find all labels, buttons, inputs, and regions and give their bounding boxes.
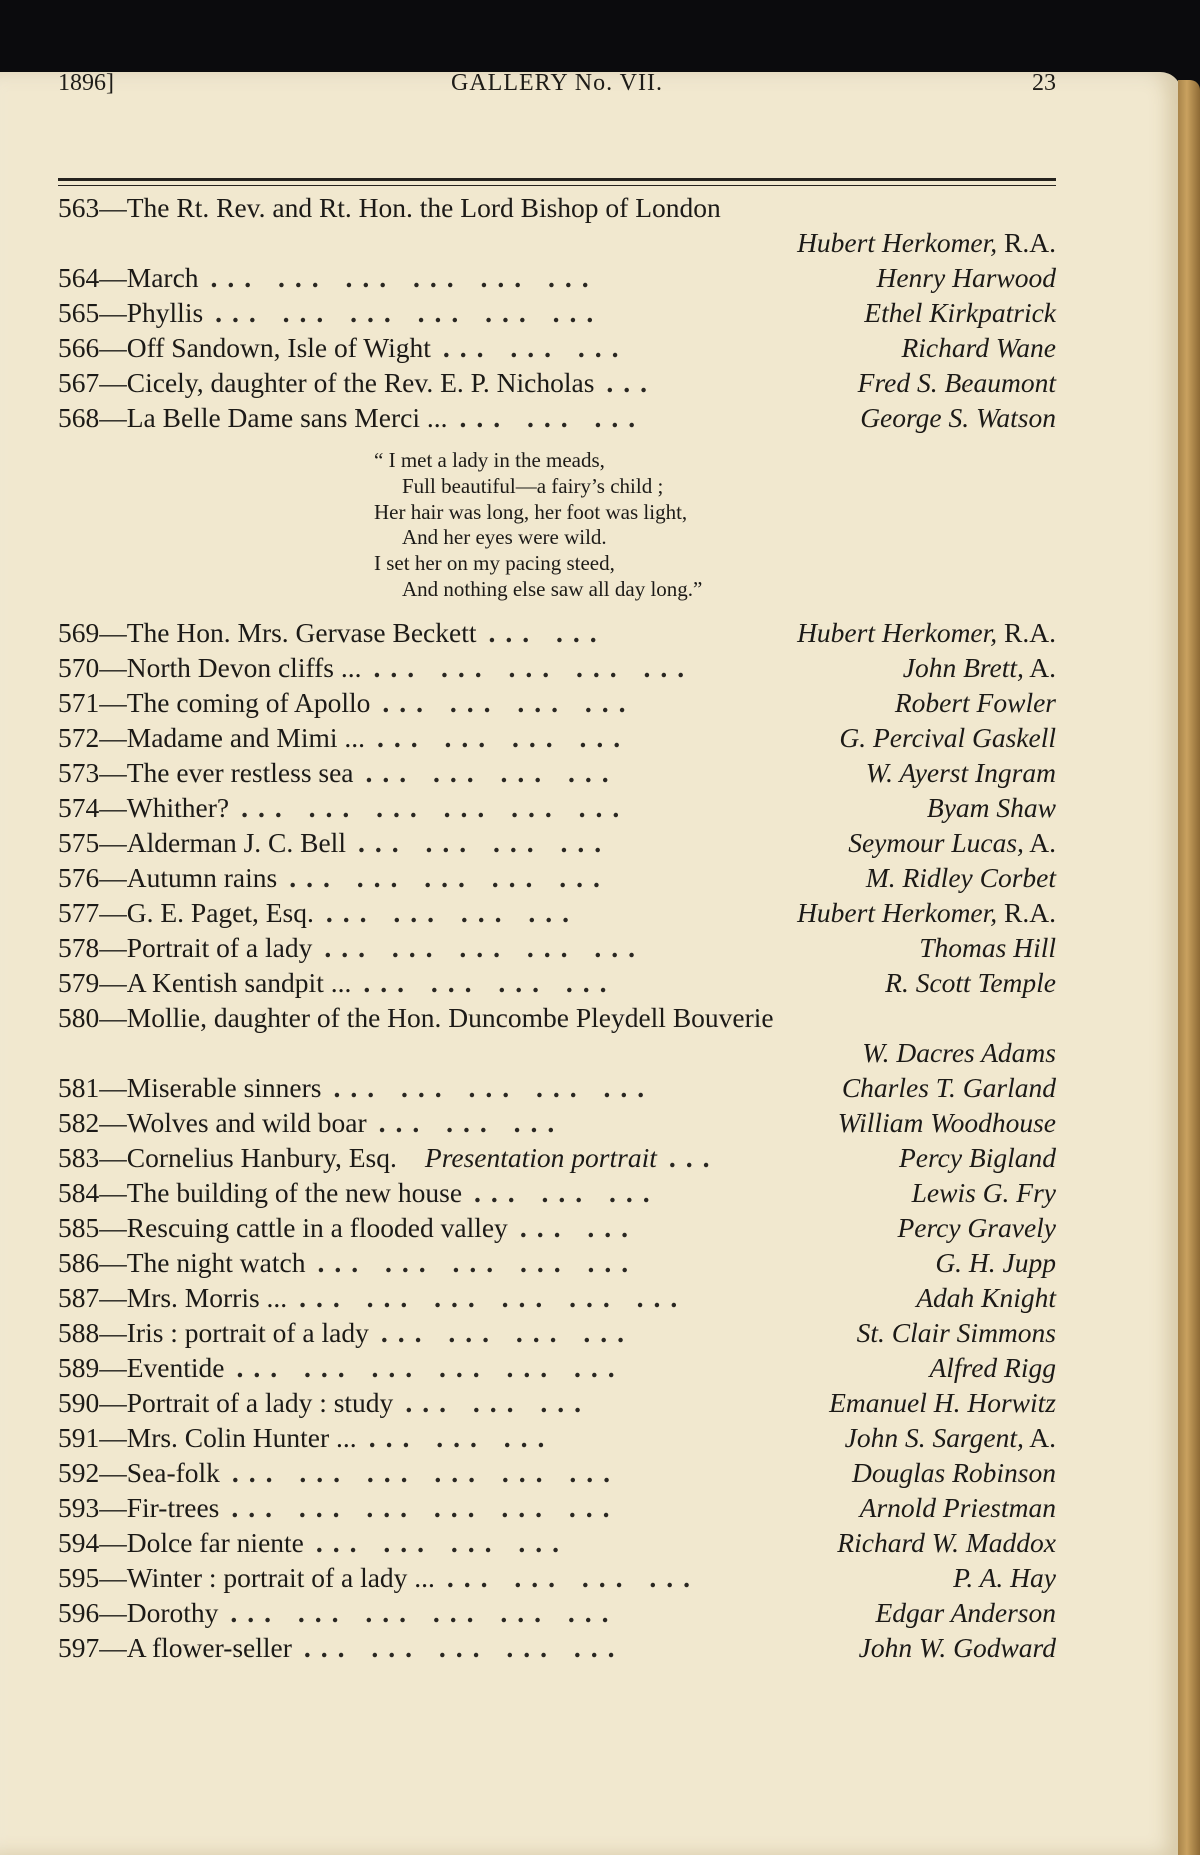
entry-artist [851, 1630, 1056, 1665]
catalogue-entry [58, 825, 1056, 860]
artist-name: Hubert Herkomer, [797, 617, 998, 648]
artist-name: Hubert Herkomer, [797, 897, 998, 928]
leader-dots: ... ... ... ... [363, 967, 617, 998]
artist-name: John Brett, [902, 652, 1024, 683]
entry-title-text: —Off Sandown, Isle of Wight [99, 332, 431, 363]
catalogue-entries-bottom [58, 615, 1056, 1665]
header-rule-thick [58, 178, 1056, 181]
entry-artist [921, 1350, 1056, 1385]
entry-title [99, 685, 370, 720]
leader-dots: ... ... ... ... ... [289, 862, 610, 893]
entry-artist [887, 685, 1056, 720]
entry-number: 569 [58, 617, 100, 648]
artist-name: Thomas Hill [919, 932, 1056, 963]
leader-dots: ... ... ... ... ... [333, 1072, 655, 1103]
catalogue-entry [58, 615, 1056, 650]
entry-title-text: —March [99, 262, 199, 293]
entry-artist [829, 1525, 1056, 1560]
entry-artist [856, 295, 1056, 330]
entry-title-text: —The Rt. Rev. and Rt. Hon. the Lord Bishop of London [99, 192, 721, 223]
entry-title [99, 790, 229, 825]
entry-number: 577 [58, 897, 100, 928]
catalogue-entry [58, 860, 1056, 895]
entry-artist [840, 825, 1056, 860]
entry-title-text: —Wolves and wild boar [99, 1107, 367, 1138]
entry-title-text: —The coming of Apollo [99, 687, 371, 718]
entry-number: 564 [58, 262, 100, 293]
entry-title-text: —The night watch [99, 1247, 306, 1278]
entry-title [99, 1210, 508, 1245]
entry-number: 568 [58, 402, 100, 433]
entry-title-text: —Winter : portrait of a lady ... [99, 1562, 435, 1593]
entry-title [99, 1070, 321, 1105]
leader-dots: ... ... ... ... [446, 1562, 701, 1593]
entry-number: 572 [58, 722, 100, 753]
artist-name: Ethel Kirkpatrick [864, 297, 1056, 328]
catalogue-entry [58, 1595, 1056, 1630]
entry-title [99, 190, 721, 225]
artist-name: Byam Shaw [926, 792, 1056, 823]
leader-dots: ... [668, 1142, 720, 1173]
catalogue-entry [58, 790, 1056, 825]
leader-dots: ... ... ... ... [357, 827, 612, 858]
artist-name: Richard Wane [901, 332, 1056, 363]
artist-name: Alfred Rigg [929, 1352, 1056, 1383]
catalogue-entry [58, 260, 1056, 295]
entry-artist [889, 1210, 1056, 1245]
entry-number: 584 [58, 1177, 100, 1208]
artist-name: Hubert Herkomer, [797, 227, 998, 258]
entry-artist [877, 965, 1056, 1000]
entry-title [99, 1175, 462, 1210]
entry-title [99, 1455, 220, 1490]
entry-number: 570 [58, 652, 100, 683]
leader-dots: ... ... ... ... [377, 722, 631, 753]
catalogue-entry [58, 1070, 1056, 1105]
entry-title-text: —Phyllis [99, 297, 204, 328]
artist-name: P. A. Hay [953, 1562, 1056, 1593]
entry-number: 595 [58, 1562, 100, 1593]
leader-dots: ... ... ... ... ... ... [230, 1597, 619, 1628]
artist-name: Lewis G. Fry [911, 1177, 1056, 1208]
entry-artist [919, 790, 1056, 825]
catalogue-entry [58, 895, 1056, 930]
entry-title-text: —The Hon. Mrs. Gervase Beckett [99, 617, 477, 648]
catalogue-entry [58, 1560, 1056, 1595]
entry-artist [858, 755, 1056, 790]
header-year: 1896] [58, 70, 114, 96]
leader-dots: ... ... ... [442, 332, 629, 363]
catalogue-entries-top [58, 190, 1056, 435]
artist-name: Adah Knight [916, 1282, 1056, 1313]
entry-number: 586 [58, 1247, 100, 1278]
catalogue-entry [58, 1350, 1056, 1385]
entry-title [99, 365, 594, 400]
entry-title-text: —A flower-seller [99, 1632, 292, 1663]
entry-title-text: —Cornelius Hanbury, Esq. [99, 1142, 397, 1173]
entry-number: 590 [58, 1387, 100, 1418]
entry-title-text: —Alderman J. C. Bell [99, 827, 346, 858]
entry-title [99, 1000, 773, 1035]
catalogue-entry [58, 1210, 1056, 1245]
entry-title-text: —Autumn rains [99, 862, 278, 893]
entry-title-text: —La Belle Dame sans Merci ... [99, 402, 448, 433]
entry-title [99, 1560, 435, 1595]
leader-dots: ... ... ... [474, 1177, 660, 1208]
leader-dots: ... ... ... ... [380, 1317, 634, 1348]
catalogue-entry [58, 1105, 1056, 1140]
entry-number: 592 [58, 1457, 100, 1488]
entry-title [99, 895, 314, 930]
entry-title [99, 965, 351, 1000]
catalogue-entry [58, 720, 1056, 755]
artist-name: Fred S. Beaumont [857, 367, 1056, 398]
artist-name: St. Clair Simmons [856, 1317, 1056, 1348]
entry-artist [852, 1490, 1056, 1525]
catalogue-entry [58, 330, 1056, 365]
entry-title-text: —Madame and Mimi ... [99, 722, 366, 753]
entry-artist [854, 1035, 1056, 1070]
entry-title [99, 260, 198, 295]
entry-artist [830, 1105, 1056, 1140]
entry-artist [895, 650, 1056, 685]
poem-line: I set her on my pacing steed, [374, 551, 615, 576]
catalogue-entry [58, 365, 1056, 400]
artist-name: Percy Gravely [897, 1212, 1056, 1243]
catalogue-entry [58, 1525, 1056, 1560]
entry-title-text: —Dorothy [99, 1597, 219, 1628]
entry-artist [858, 860, 1056, 895]
entry-number: 589 [58, 1352, 100, 1383]
poem-line: Full beautiful—a fairy’s child ; [402, 473, 664, 498]
entry-title [99, 825, 346, 860]
entry-number: 591 [58, 1422, 100, 1453]
entry-title-text: —Eventide [99, 1352, 225, 1383]
leader-dots: ... ... ... ... ... [373, 652, 695, 683]
entry-number: 581 [58, 1072, 100, 1103]
artist-name: W. Ayerst Ingram [865, 757, 1056, 788]
artist-name: Arnold Priestman [859, 1492, 1056, 1523]
entry-number: 565 [58, 297, 100, 328]
entry-number: 588 [58, 1317, 100, 1348]
entry-artist [850, 365, 1056, 400]
catalogue-entry [58, 1280, 1056, 1315]
artist-name: George S. Watson [860, 402, 1056, 433]
entry-artist [844, 1455, 1056, 1490]
artist-name: Charles T. Garland [841, 1072, 1056, 1103]
entry-number: 593 [58, 1492, 100, 1523]
leader-dots: ... ... ... [405, 1387, 591, 1418]
entry-title [99, 1245, 305, 1280]
entry-artist [831, 720, 1056, 755]
catalogue-entry [58, 1385, 1056, 1420]
leader-dots: ... ... ... ... ... ... [231, 1457, 621, 1488]
entry-title [99, 1525, 304, 1560]
entry-title [99, 1490, 219, 1525]
entry-title [99, 330, 431, 365]
entry-number: 566 [58, 332, 100, 363]
entry-title-text: —Mollie, daughter of the Hon. Duncombe Pleydell Bouverie [99, 1002, 774, 1033]
entry-number: 594 [58, 1527, 100, 1558]
artist-suffix: R.A. [997, 617, 1056, 648]
catalogue-entry [58, 930, 1056, 965]
entry-number: 571 [58, 687, 100, 718]
leader-dots: ... ... ... ... [382, 687, 636, 718]
entry-artist [837, 1420, 1056, 1455]
poem-line: Her hair was long, her foot was light, [374, 499, 688, 524]
catalogue-entry [58, 1455, 1056, 1490]
entry-title-text: —Portrait of a lady [99, 932, 313, 963]
entry-number: 578 [58, 932, 100, 963]
entry-artist [927, 1245, 1056, 1280]
entry-title-text: —The building of the new house [99, 1177, 463, 1208]
entry-artist [904, 1175, 1056, 1210]
entry-title-text: —G. E. Paget, Esq. [99, 897, 314, 928]
entry-title-text: —Mrs. Morris ... [99, 1282, 288, 1313]
leader-dots: ... ... ... [459, 402, 646, 433]
entry-artist [789, 225, 1056, 260]
entry-title [99, 1140, 657, 1175]
entry-number: 583 [58, 1142, 100, 1173]
catalogue-entry [58, 1175, 1056, 1210]
page-number: 23 [1032, 70, 1056, 96]
leader-dots: ... ... ... ... ... ... [241, 792, 630, 823]
entry-artist [849, 1315, 1056, 1350]
leader-dots: ... ... ... ... ... ... [210, 262, 599, 293]
entry-title-text: —North Devon cliffs ... [99, 652, 362, 683]
catalogue-entry [58, 650, 1056, 685]
artist-name: John S. Sargent, [844, 1422, 1024, 1453]
entry-artist [789, 615, 1056, 650]
artist-name: Seymour Lucas, [848, 827, 1024, 858]
catalogue-entry [58, 295, 1056, 330]
artist-name: Edgar Anderson [875, 1597, 1056, 1628]
entry-title [99, 1105, 366, 1140]
poem-line: And nothing else saw all day long.” [402, 576, 703, 601]
leader-dots: ... ... ... ... [315, 1527, 570, 1558]
leader-dots: ... ... ... ... [325, 897, 580, 928]
artist-name: Richard W. Maddox [837, 1527, 1056, 1558]
header-title: GALLERY No. VII. [451, 70, 663, 96]
entry-artist [852, 400, 1056, 435]
entry-title-text: —A Kentish sandpit ... [99, 967, 352, 998]
entry-number: 567 [58, 367, 100, 398]
entry-title [99, 1420, 356, 1455]
entry-title [99, 295, 203, 330]
running-header [58, 64, 1056, 108]
entry-title-text: —Dolce far niente [99, 1527, 304, 1558]
page-edge [1178, 80, 1200, 1855]
artist-suffix: A. [1023, 827, 1056, 858]
artist-suffix: A. [1023, 652, 1056, 683]
leader-dots: ... ... ... ... [365, 757, 619, 788]
entry-artist [891, 1140, 1056, 1175]
entry-artist [789, 895, 1056, 930]
entry-artist [893, 330, 1056, 365]
leader-dots: ... ... ... ... ... ... [215, 297, 604, 328]
entry-artist [834, 1070, 1056, 1105]
entry-artist [868, 260, 1056, 295]
entry-title-text: —Iris : portrait of a lady [99, 1317, 369, 1348]
catalogue-entry [58, 190, 1056, 225]
entry-number: 575 [58, 827, 100, 858]
artist-name: Douglas Robinson [852, 1457, 1056, 1488]
entry-title-text: —Whither? [99, 792, 230, 823]
leader-dots: ... ... ... ... ... [303, 1632, 625, 1663]
entry-title-text: —Fir-trees [99, 1492, 220, 1523]
entry-number: 580 [58, 1002, 100, 1033]
entry-title [99, 1280, 287, 1315]
leader-dots: ... ... ... [378, 1107, 565, 1138]
catalogue-entry [58, 1245, 1056, 1280]
artist-name: Robert Fowler [894, 687, 1056, 718]
artist-name: William Woodhouse [837, 1107, 1056, 1138]
artist-name: Henry Harwood [876, 262, 1056, 293]
catalogue-entry [58, 685, 1056, 720]
entry-title-text: —Rescuing cattle in a flooded valley [99, 1212, 508, 1243]
entry-note: Presentation portrait [424, 1142, 657, 1173]
header-rule-thin [58, 185, 1056, 186]
artist-name: John W. Godward [858, 1632, 1056, 1663]
artist-suffix: R.A. [997, 897, 1056, 928]
entry-number: 579 [58, 967, 100, 998]
leader-dots: ... ... ... ... ... ... [236, 1352, 625, 1383]
entry-number: 597 [58, 1632, 100, 1663]
entry-title-text: —Portrait of a lady : study [99, 1387, 394, 1418]
artist-name: R. Scott Temple [885, 967, 1056, 998]
catalogue-entry [58, 755, 1056, 790]
catalogue-entry [58, 1315, 1056, 1350]
leader-dots: ... [606, 367, 658, 398]
poem-line: “ I met a lady in the meads, [374, 448, 605, 472]
catalogue-entry [58, 400, 1056, 435]
entry-title [99, 650, 361, 685]
artist-name: G. H. Jupp [935, 1247, 1056, 1278]
entry-title-text: —Sea-folk [99, 1457, 220, 1488]
artist-name: G. Percival Gaskell [839, 722, 1056, 753]
artist-suffix: A. [1023, 1422, 1056, 1453]
leader-dots: ... ... [488, 617, 607, 648]
artist-name: W. Dacres Adams [862, 1037, 1056, 1068]
artist-name: Emanuel H. Horwitz [829, 1387, 1056, 1418]
catalogue-entry [58, 225, 1056, 260]
catalogue-entry [58, 1420, 1056, 1455]
entry-artist [821, 1385, 1056, 1420]
entry-title [99, 1385, 393, 1420]
artist-name: M. Ridley Corbet [865, 862, 1056, 893]
entry-number: 596 [58, 1597, 100, 1628]
catalogue-entry [58, 1035, 1056, 1070]
entry-title [99, 1630, 292, 1665]
entry-title-text: —Miserable sinners [99, 1072, 322, 1103]
catalogue-entry [58, 1000, 1056, 1035]
catalogue-entry [58, 1490, 1056, 1525]
entry-number: 574 [58, 792, 100, 823]
entry-title-text: —Cicely, daughter of the Rev. E. P. Nicholas [99, 367, 595, 398]
entry-title [99, 930, 312, 965]
entry-title [99, 400, 447, 435]
leader-dots: ... ... ... [368, 1422, 555, 1453]
artist-suffix: R.A. [997, 227, 1056, 258]
catalogue-entry [58, 1140, 1056, 1175]
entry-artist [908, 1280, 1056, 1315]
entry-title [99, 1350, 224, 1385]
entry-number: 563 [58, 192, 100, 223]
entry-artist [867, 1595, 1056, 1630]
entry-title [99, 1595, 218, 1630]
entry-number: 585 [58, 1212, 100, 1243]
leader-dots: ... ... ... ... ... ... [299, 1282, 688, 1313]
leader-dots: ... ... ... ... ... [317, 1247, 639, 1278]
leader-dots: ... ... [519, 1212, 638, 1243]
entry-artist [945, 1560, 1056, 1595]
entry-number: 587 [58, 1282, 100, 1313]
entry-title [99, 720, 365, 755]
entry-title-text: —Mrs. Colin Hunter ... [99, 1422, 357, 1453]
entry-title [99, 1315, 369, 1350]
entry-title [99, 860, 277, 895]
catalogue-entry [58, 965, 1056, 1000]
leader-dots: ... ... ... ... ... [324, 932, 645, 963]
poem-quote [374, 448, 702, 603]
poem-line: And her eyes were wild. [402, 525, 607, 550]
entry-title-text: —The ever restless sea [99, 757, 354, 788]
entry-title [99, 615, 476, 650]
entry-artist [911, 930, 1056, 965]
entry-number: 576 [58, 862, 100, 893]
catalogue-entry [58, 1630, 1056, 1665]
entry-number: 573 [58, 757, 100, 788]
leader-dots: ... ... ... ... ... ... [231, 1492, 620, 1523]
entry-number: 582 [58, 1107, 100, 1138]
artist-name: Percy Bigland [898, 1142, 1056, 1173]
entry-title [99, 755, 353, 790]
